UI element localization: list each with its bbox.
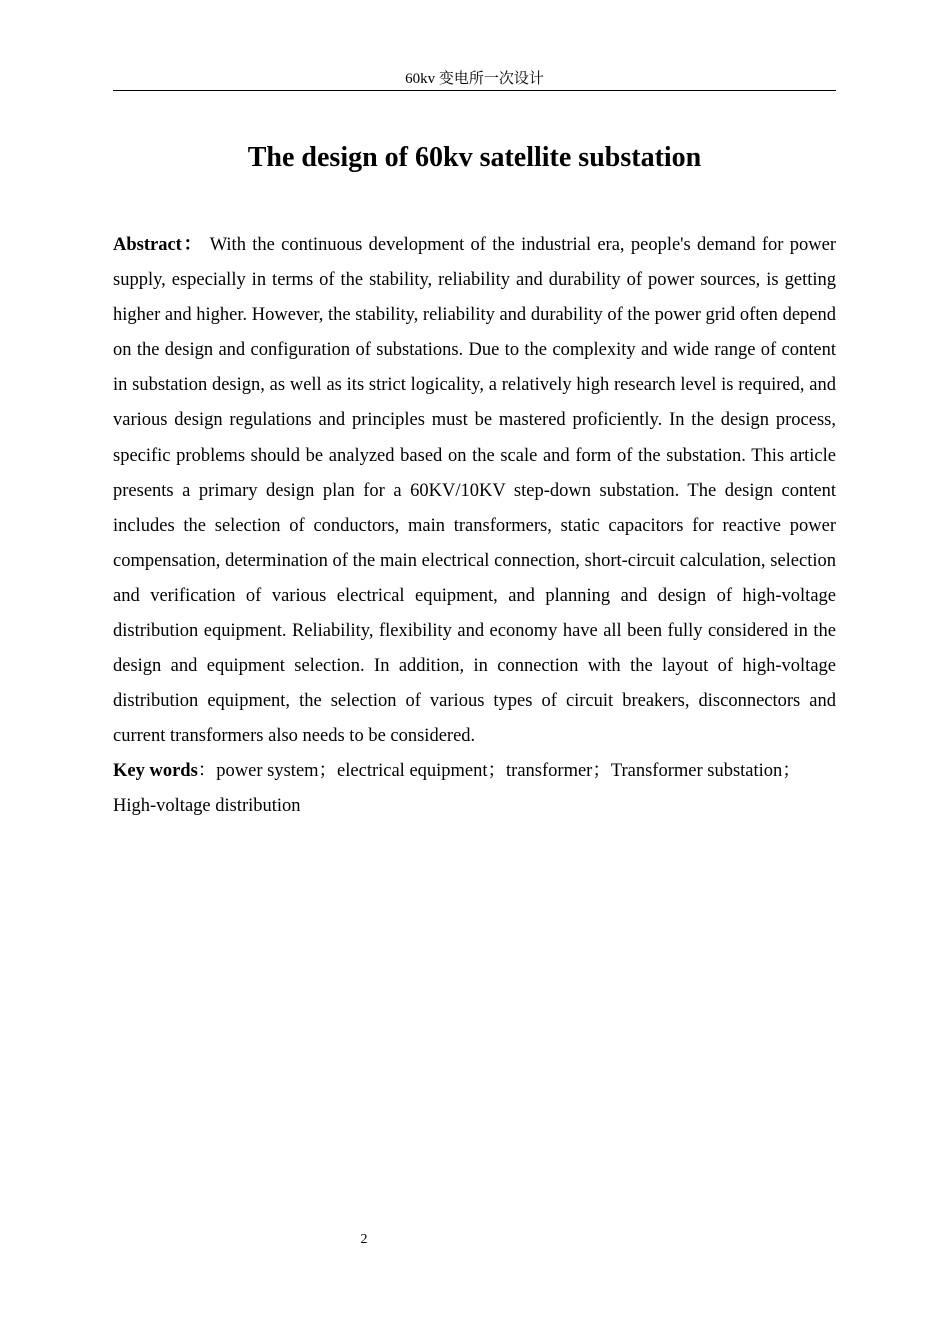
abstract-paragraph xyxy=(113,228,836,754)
page-number: 2 xyxy=(360,1232,368,1247)
running-title: 60kv 变电所一次设计 xyxy=(405,71,544,87)
page-header xyxy=(113,68,836,91)
abstract-text: With the continuous development of the industrial era, people's demand for power supply, especially in terms of the stability, reliability and durability of power sources, is getting higher and higher. However, the stability, reliability and durability of the power grid often depend on the design and configuration of substations. Due to the complexity and wide range of content in substation design, as well as its strict logicality, a relatively high research level is required, and various design regulations and principles must be mastered proficiently. In the design process, specific problems should be analyzed based on the scale and form of the substation. This article presents a primary design plan for a 60KV/10KV step-down substation. The design content includes the selection of conductors, main transformers, static capacitors for reactive power compensation, determination of the main electrical connection, short-circuit calculation, selection and verification of various electrical equipment, and planning and design of high-voltage distribution equipment. Reliability, flexibility and economy have all been fully considered in the design and equipment selection. In addition, in connection with the layout of high-voltage distribution equipment, the selection of various types of circuit breakers, disconnectors and current transformers also needs to be considered. xyxy=(113,235,837,747)
document-title: The design of 60kv satellite substation xyxy=(247,142,702,173)
keywords-label: Key words xyxy=(113,761,198,781)
abstract-label: Abstract： xyxy=(113,235,204,255)
keywords-text: ：power system；electrical equipment；transformer；Transformer substation；High-voltage distribution xyxy=(113,761,801,817)
keywords-paragraph xyxy=(113,754,836,824)
